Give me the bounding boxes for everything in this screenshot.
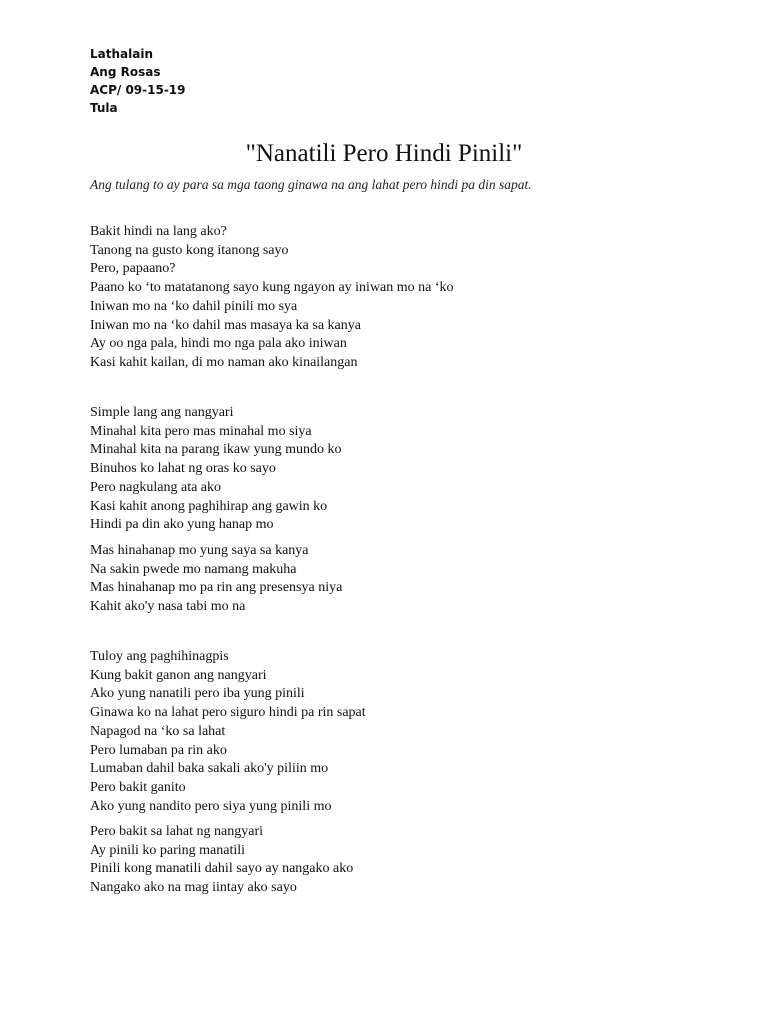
meta-section: Lathalain xyxy=(90,47,153,61)
poem-line: Ay pinili ko paring manatili xyxy=(90,842,246,858)
poem-line: Kasi kahit anong paghihirap ang gawin ko xyxy=(90,498,328,514)
poem-line: Napagod na ‘ko sa lahat xyxy=(90,723,226,739)
poem-line: Nangako ako na mag iintay ako sayo xyxy=(90,880,297,896)
poem-line: Paano ko ‘to matatanong sayo kung ngayon ay iniwan mo na ‘ko xyxy=(90,280,454,296)
document-header-meta xyxy=(90,45,186,117)
poem-line: Minahal kita pero mas minahal mo siya xyxy=(90,423,312,439)
poem-line: Mas hinahanap mo pa rin ang presensya niya xyxy=(90,580,343,596)
poem-line: Pero lumaban pa rin ako xyxy=(90,742,227,758)
poem-line: Iniwan mo na ‘ko dahil mas masaya ka sa kanya xyxy=(90,317,361,333)
poem-line: Kahit ako'y nasa tabi mo na xyxy=(90,599,246,615)
poem-line: Pinili kong manatili dahil sayo ay nangako ako xyxy=(90,861,354,877)
meta-genre: Tula xyxy=(90,101,118,115)
poem-line: Ako yung nanatili pero iba yung pinili xyxy=(90,686,305,702)
poem-line: Ay oo nga pala, hindi mo nga pala ako iniwan xyxy=(90,336,347,352)
poem-line: Pero bakit sa lahat ng nangyari xyxy=(90,824,264,839)
poem-dedication: Ang tulang to ay para sa mga taong ginawa na ang lahat pero hindi pa din sapat. xyxy=(90,177,532,192)
poem-line: Ako yung nandito pero siya yung pinili mo xyxy=(90,798,332,814)
poem-line: Mas hinahanap mo yung saya sa kanya xyxy=(90,543,309,558)
stanza xyxy=(90,648,366,816)
meta-author-date: ACP/ 09-15-19 xyxy=(90,83,186,97)
poem-line: Bakit hindi na lang ako? xyxy=(90,224,227,239)
poem-line: Iniwan mo na ‘ko dahil pinili mo sya xyxy=(90,298,298,314)
poem-line: Lumaban dahil baka sakali ako'y piliin mo xyxy=(90,761,329,777)
poem-line: Hindi pa din ako yung hanap mo xyxy=(90,517,274,533)
poem-line: Kung bakit ganon ang nangyari xyxy=(90,667,267,683)
poem-line: Pero nagkulang ata ako xyxy=(90,479,222,495)
poem-line: Simple lang ang nangyari xyxy=(90,405,234,420)
poem-title: "Nanatili Pero Hindi Pinili" xyxy=(245,140,523,167)
poem-line: Pero bakit ganito xyxy=(90,779,186,795)
stanza xyxy=(90,223,454,373)
poem-line: Ginawa ko na lahat pero siguro hindi pa rin sapat xyxy=(90,705,366,721)
meta-publication: Ang Rosas xyxy=(90,65,161,79)
poem-line: Pero, papaano? xyxy=(90,261,176,277)
poem-line: Na sakin pwede mo namang makuha xyxy=(90,561,297,577)
poem-line: Tuloy ang paghihinagpis xyxy=(90,649,229,664)
poem-line: Minahal kita na parang ikaw yung mundo ko xyxy=(90,442,342,458)
stanza xyxy=(90,823,353,898)
poem-line: Kasi kahit kailan, di mo naman ako kinailangan xyxy=(90,354,358,370)
poem-line: Tanong na gusto kong itanong sayo xyxy=(90,242,289,258)
stanza xyxy=(90,542,342,617)
stanza xyxy=(90,404,342,535)
poem-line: Binuhos ko lahat ng oras ko sayo xyxy=(90,461,276,477)
